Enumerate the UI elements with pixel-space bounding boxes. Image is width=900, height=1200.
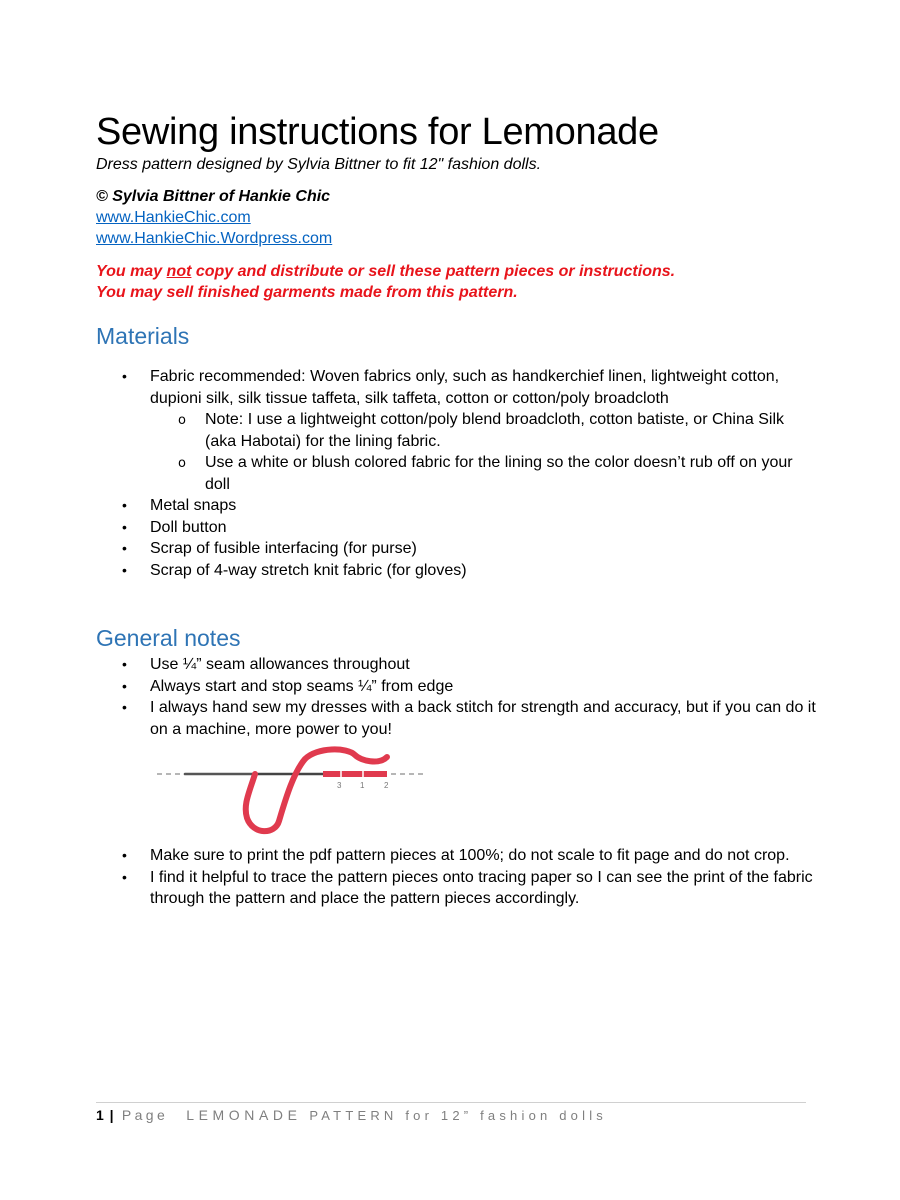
bullet-icon: •: [122, 868, 127, 885]
bullet-icon: •: [122, 656, 127, 672]
circle-bullet-icon: o: [178, 413, 186, 428]
list-item: [96, 366, 816, 495]
note-item: I always hand sew my dresses with a back stitch for strength and accuracy, but if you can do it on a machine, more power to you!: [150, 699, 816, 738]
general-notes-heading: General notes: [96, 625, 241, 651]
bullet-icon: •: [122, 677, 127, 694]
thread-loop-icon: [246, 749, 387, 831]
list-item: [150, 452, 816, 495]
footer-subtitle: PATTERN for 12” fashion dolls: [301, 1108, 607, 1123]
link-hankiechic[interactable]: www.HankieChic.com: [96, 209, 251, 226]
bullet-icon: •: [122, 699, 127, 715]
materials-item: Doll button: [150, 518, 227, 536]
stitch-label-3: 3: [337, 781, 342, 790]
footer-divider: [96, 1102, 806, 1103]
copyright-line: © Sylvia Bittner of Hankie Chic: [96, 188, 331, 205]
fabric-notes-list: [150, 409, 816, 495]
general-notes-list-continued: [96, 845, 816, 910]
materials-list: [96, 366, 816, 581]
bullet-icon: •: [122, 518, 127, 535]
back-stitch-illustration: [155, 743, 425, 838]
bullet-icon: •: [122, 497, 127, 513]
bullet-icon: •: [122, 540, 127, 556]
fabric-note: Note: I use a lightweight cotton/poly blend broadcloth, cotton batiste, or China Silk (aka Habotai) for the lining fabric.: [205, 411, 785, 450]
list-item: [96, 676, 816, 698]
list-item: [96, 867, 816, 910]
bullet-icon: •: [122, 561, 127, 578]
list-item: [96, 495, 816, 517]
bullet-icon: •: [122, 847, 127, 863]
note-item: Use ¼” seam allowances throughout: [150, 656, 410, 673]
footer-title: LEMONADE: [186, 1107, 302, 1123]
materials-item: Scrap of fusible interfacing (for purse): [150, 540, 417, 557]
note-item: I find it helpful to trace the pattern pieces onto tracing paper so I can see the print of the fabric through the pattern and place the pattern pieces accordingly.: [150, 868, 813, 907]
list-item: [96, 560, 816, 582]
page-number: 1 |: [96, 1107, 115, 1123]
fabric-note: Use a white or blush colored fabric for the lining so the color doesn’t rub off on your doll: [205, 454, 793, 493]
copy-warning-not: not: [166, 263, 192, 280]
list-item: [150, 409, 816, 452]
copy-warning-post: copy and distribute or sell these pattern pieces or instructions.: [191, 263, 676, 280]
stitch-label-2: 2: [384, 781, 389, 790]
copy-warning-pre: You may: [96, 263, 167, 280]
document-subtitle: Dress pattern designed by Sylvia Bittner to fit 12" fashion dolls.: [96, 156, 542, 173]
copy-warning: [96, 261, 675, 282]
materials-item: Metal snaps: [150, 497, 237, 514]
note-item: Always start and stop seams ¼” from edge: [150, 677, 454, 695]
list-item: [96, 538, 816, 560]
link-hankiechic-wordpress[interactable]: www.HankieChic.Wordpress.com: [96, 230, 333, 247]
list-item: [96, 845, 816, 867]
list-item: [96, 697, 816, 740]
list-item: [96, 517, 816, 539]
bullet-icon: •: [122, 368, 127, 384]
note-item: Make sure to print the pdf pattern pieces at 100%; do not scale to fit page and do not crop.: [150, 847, 790, 864]
page-footer: [96, 1106, 607, 1125]
stitch-label-1: 1: [360, 781, 365, 790]
materials-fabric: Fabric recommended: Woven fabrics only, such as handkerchief linen, lightweight cotton, dupioni silk, silk tissue taffeta, silk taffeta, cotton or cotton/poly broadcloth: [150, 368, 780, 407]
materials-item: Scrap of 4-way stretch knit fabric (for gloves): [150, 561, 467, 579]
document-title: Sewing instructions for Lemonade: [96, 111, 659, 153]
materials-heading: Materials: [96, 323, 190, 349]
page-label: Page: [114, 1107, 169, 1123]
general-notes-list: [96, 654, 816, 740]
sell-notice: You may sell finished garments made from this pattern.: [96, 284, 518, 301]
list-item: [96, 654, 816, 676]
circle-bullet-icon: o: [178, 456, 186, 471]
